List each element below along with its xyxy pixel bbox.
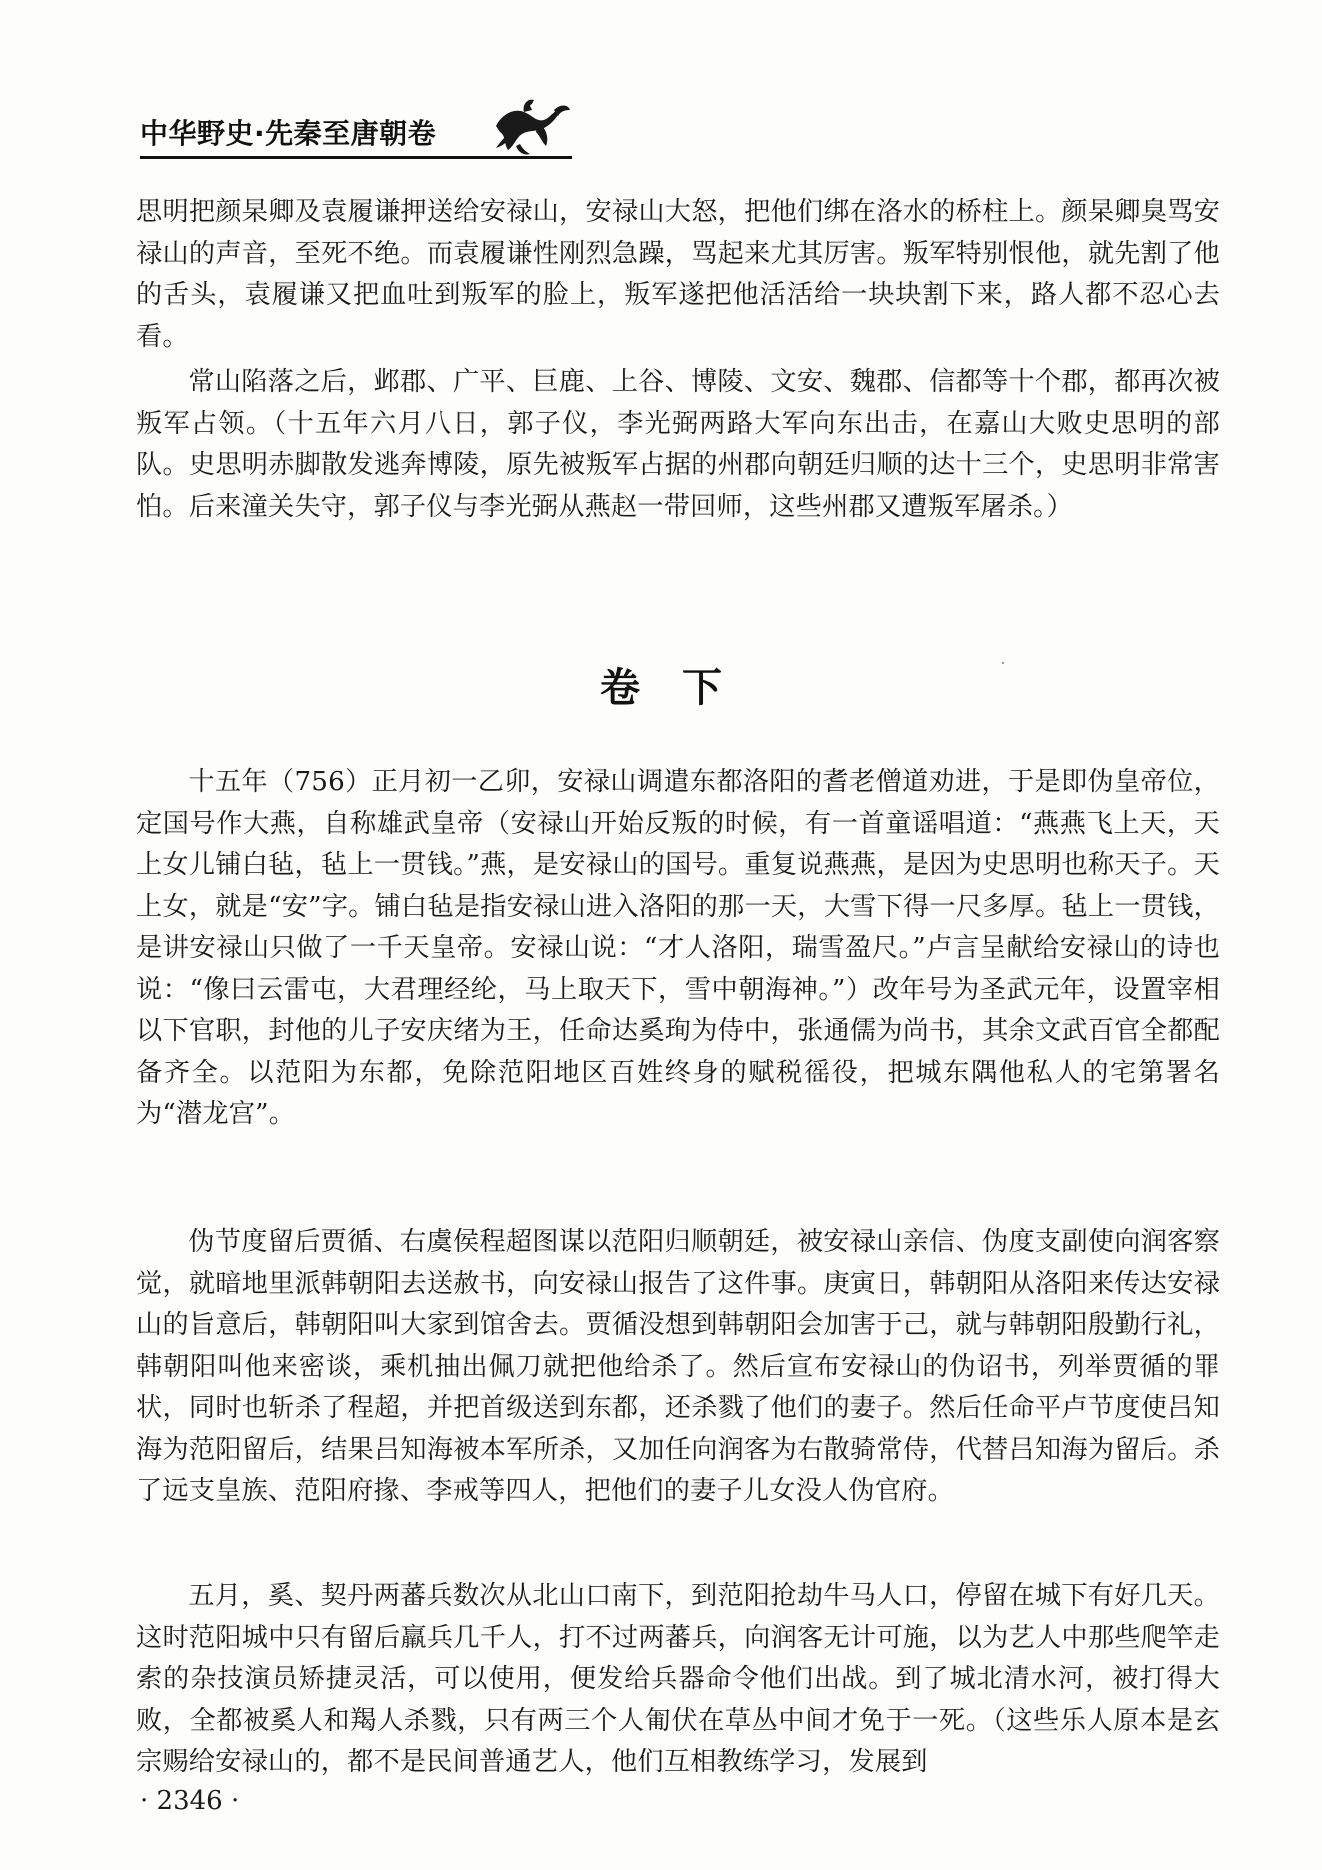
paragraph: 五月，奚、契丹两蕃兵数次从北山口南下，到范阳抢劫牛马人口，停留在城下有好几天。这时范阳城中只有留后羸兵几千人，打不过两蕃兵，向润客无计可施，以为艺人中那些爬竿走索的杂技演员矫捷灵活，可以使用，便发给兵器命令他们出战。到了城北清水河，被打得大败，全都被奚人和羯人杀戮，只有两三个人匍伏在草丛中间才免于一死。（这些乐人原本是玄宗赐给安禄山的，都不是民间普通艺人，他们互相教练学习，发展到 [136, 1581, 1220, 1777]
paragraph: 十五年（756）正月初一乙卯，安禄山调遣东都洛阳的耆老僧道劝进，于是即伪皇帝位，定国号作大燕，自称雄武皇帝（安禄山开始反叛的时候，有一首童谣唱道：“燕燕飞上天，天上女儿铺白毡，毡上一贯钱。”燕，是安禄山的国号。重复说燕燕，是因为史思明也称天子。天上女，就是“安”字。铺白毡是指安禄山进入洛阳的那一天，大雪下得一尺多厚。毡上一贯钱，是讲安禄山只做了一千天皇帝。安禄山说：“才人洛阳，瑞雪盈尺。”卢言呈献给安禄山的诗也说：“像曰云雷屯，大君理经纶，马上取天下，雪中朝海神。”）改年号为圣武元年，设置宰相以下官职，封他的儿子安庆绪为王，任命达奚珣为侍中，张通儒为尚书，其余文武百官全都配备齐全。以范阳为东都，免除范阳地区百姓终身的赋税徭役，把城东隅他私人的宅第署名为“潜龙宫”。 [136, 767, 1220, 1129]
dragon-icon [488, 96, 572, 158]
paragraph: 思明把颜杲卿及袁履谦押送给安禄山，安禄山大怒，把他们绑在洛水的桥柱上。颜杲卿臭骂安禄山的声音，至死不绝。而袁履谦性刚烈急躁，骂起来尤其厉害。叛军特别恨他，就先割了他的舌头，袁履谦又把血吐到叛军的脸上，叛军遂把他活活给一块块割下来，路人都不忍心去看。 [136, 197, 1220, 352]
book-title: 中华野史·先秦至唐朝卷 [140, 117, 437, 150]
paragraph: 常山陷落之后，邺郡、广平、巨鹿、上谷、博陵、文安、魏郡、信都等十个郡，都再次被叛军占领。（十五年六月八日，郭子仪，李光弼两路大军向东出击，在嘉山大败史思明的部队。史思明赤脚散发逃奔博陵，原先被叛军占据的州郡向朝廷归顺的达十三个，史思明非常害怕。后来潼关失守，郭子仪与李光弼从燕赵一带回师，这些州郡又遭叛军屠杀。） [136, 367, 1220, 522]
scan-speck [1002, 662, 1004, 664]
page-number: · 2346 · [140, 1786, 240, 1816]
section-title: 卷下 [600, 665, 764, 711]
paragraph: 伪节度留后贾循、右虞侯程超图谋以范阳归顺朝廷，被安禄山亲信、伪度支副使向润客察觉，就暗地里派韩朝阳去送赦书，向安禄山报告了这件事。庚寅日，韩朝阳从洛阳来传达安禄山的旨意后，韩朝阳叫大家到馆舍去。贾循没想到韩朝阳会加害于己，就与韩朝阳殷勤行礼，韩朝阳叫他来密谈，乘机抽出佩刀就把他给杀了。然后宣布安禄山的伪诏书，列举贾循的罪状，同时也斩杀了程超，并把首级送到东都，还杀戮了他们的妻子。然后任命平卢节度使吕知海为范阳留后，结果吕知海被本军所杀，又加任向润客为右散骑常侍，代替吕知海为留后。杀了远支皇族、范阳府掾、李戒等四人，把他们的妻子儿女没人伪官府。 [136, 1227, 1220, 1506]
running-header [140, 112, 610, 158]
header-rule [140, 156, 572, 159]
